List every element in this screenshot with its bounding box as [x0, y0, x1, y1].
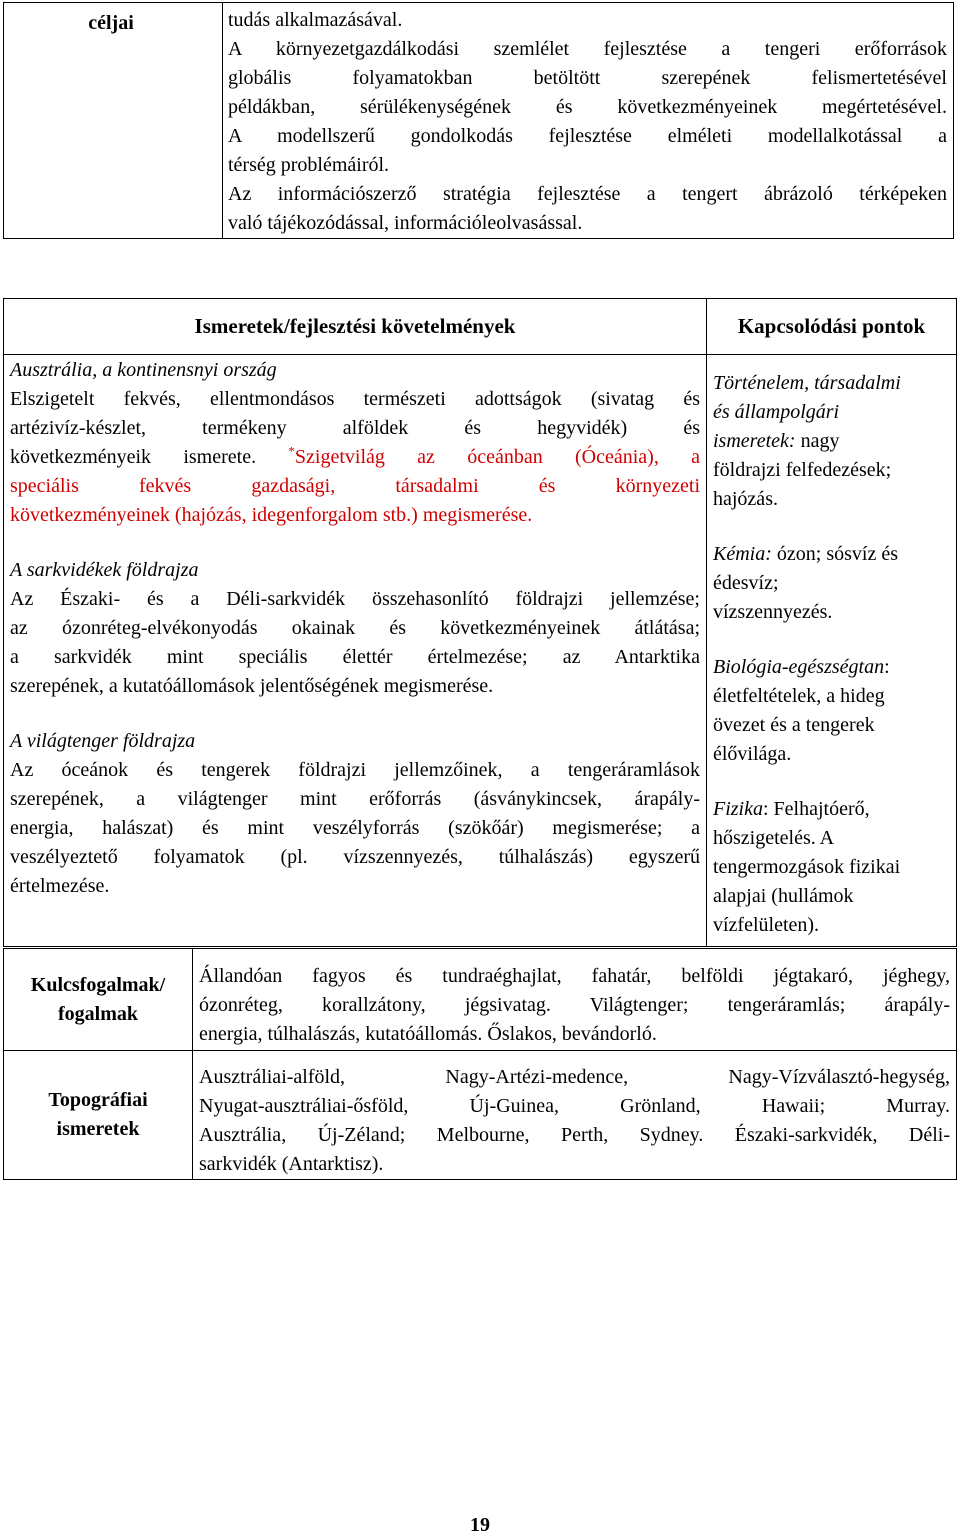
optional-star: *: [288, 443, 295, 459]
link-history-title: Történelem, társadalmi: [713, 372, 901, 394]
section-line: veszélyeztető folyamatok (pl. vízszennyezés, túlhalászás) egyszerű: [10, 846, 700, 868]
concepts-label-cell: [4, 949, 193, 1051]
topography-label: Topográfiai: [48, 1089, 148, 1111]
optional-text: Szigetvilág az óceánban (Óceánia), a: [294, 446, 700, 468]
link-physics-line: hőszigetelés. A: [713, 827, 835, 849]
link-biology-prefix: Biológia-egészségtan: [713, 656, 885, 678]
section-title-polar: A sarkvidékek földrajza: [10, 559, 199, 581]
link-history-line: földrajzi felfedezések;: [713, 459, 892, 481]
link-history-line: [713, 427, 950, 456]
goals-label-cell: [4, 3, 223, 239]
link-physics-prefix: Fizika: [713, 798, 763, 820]
link-history-prefix: ismeretek:: [713, 430, 796, 452]
section-line: az ózonréteg-elvékonyodás okainak és következményeinek átlátása;: [10, 617, 700, 639]
header-links: Kapcsolódási pontok: [737, 314, 926, 338]
topography-line: Ausztráliai-alföld, Nagy-Artézi-medence, Nagy-Vízválasztó-hegység,: [199, 1066, 950, 1088]
goals-line: való tájékozódással, információleolvasással.: [228, 212, 583, 234]
optional-line: következményeinek (hajózás, idegenforgalom stb.) megismerése.: [10, 504, 533, 526]
optional-line: speciális fekvés gazdasági, társadalmi és környezeti: [10, 475, 700, 497]
topography-label: ismeretek: [56, 1118, 140, 1140]
topography-line: Nyugat-ausztráliai-ősföld, Új-Guinea, Grönland, Hawaii; Murray.: [199, 1095, 950, 1117]
concepts-content-cell: [193, 949, 957, 1051]
link-chemistry-line: [713, 540, 950, 569]
link-chemistry-prefix: Kémia:: [713, 543, 772, 565]
terms-table: [3, 948, 957, 1180]
concepts-line: Állandóan fagyos és tundraéghajlat, fahatár, belföldi jégtakaró, jéghegy,: [199, 965, 950, 987]
knowledge-cell: [4, 355, 707, 947]
goals-line: tudás alkalmazásával.: [228, 9, 403, 31]
goals-line: példákban, sérülékenységének és következményeinek megértetésével.: [228, 96, 947, 118]
section-title-ocean: A világtenger földrajza: [10, 730, 196, 752]
topography-line: Ausztrália, Új-Zéland; Melbourne, Perth, Sydney. Északi-sarkvidék, Déli-: [199, 1124, 950, 1146]
main-table: [3, 298, 957, 947]
section-line: Az óceánok és tengerek földrajzi jellemzőinek, a tengeráramlások: [10, 759, 700, 781]
concepts-label: fogalmak: [58, 1002, 138, 1025]
link-physics-line: vízfelületen).: [713, 914, 820, 936]
link-history-title: és állampolgári: [713, 401, 840, 423]
topography-content-cell: [193, 1051, 957, 1180]
header-knowledge: Ismeretek/fejlesztési követelmények: [194, 314, 516, 338]
link-biology-line: övezet és a tengerek: [713, 714, 875, 736]
section-line-text: következményeik ismerete.: [10, 446, 257, 468]
link-biology-line: élővilága.: [713, 743, 792, 765]
section-line: Elszigetelt fekvés, ellentmondásos természeti adottságok (sivatag és: [10, 388, 700, 410]
link-physics-line: [713, 795, 950, 824]
topography-line: sarkvidék (Antarktisz).: [199, 1153, 384, 1175]
goals-table: [3, 2, 954, 239]
links-cell: [707, 355, 957, 947]
topography-label-cell: [4, 1051, 193, 1180]
concepts-line: ózonréteg, korallzátony, jégsivatag. Világtenger; tengeráramlás; árapály-: [199, 994, 950, 1016]
link-physics-text: : Felhajtóerő,: [763, 798, 870, 820]
goals-label: céljai: [88, 12, 134, 34]
goals-content-cell: [223, 3, 954, 239]
goals-line: térség problémáiról.: [228, 154, 390, 176]
header-left-cell: [4, 299, 707, 355]
concepts-line: energia, túlhalászás, kutatóállomás. Őslakos, bevándorló.: [199, 1023, 657, 1045]
section-line: artézivíz-készlet, termékeny alföldek és hegyvidék) és: [10, 417, 700, 439]
link-chemistry-text: ózon; sósvíz és: [771, 543, 898, 565]
goals-line: globális folyamatokban betöltött szerepének felismertetésével: [228, 67, 947, 89]
link-biology-line: [713, 653, 950, 682]
link-chemistry-line: édesvíz;: [713, 572, 779, 594]
section-line: [10, 443, 700, 472]
goals-line: A környezetgazdálkodási szemlélet fejlesztése a tengeri erőforrások: [228, 38, 947, 60]
link-history-text: nagy: [795, 430, 840, 452]
section-line: energia, halászat) és mint veszélyforrás (szökőár) megismerése; a: [10, 817, 700, 839]
section-line: értelmezése.: [10, 875, 110, 897]
link-history-line: hajózás.: [713, 488, 778, 510]
section-line: szerepének, a világtenger mint erőforrás (ásványkincsek, árapály-: [10, 788, 700, 810]
goals-line: Az információszerző stratégia fejlesztése a tengert ábrázoló térképeken: [228, 183, 947, 205]
section-line: a sarkvidék mint speciális élettér értelmezése; az Antarktika: [10, 646, 700, 668]
header-right-cell: [707, 299, 957, 355]
goals-line: A modellszerű gondolkodás fejlesztése elméleti modellalkotással a: [228, 125, 947, 147]
page-number: 19: [470, 1514, 490, 1536]
concepts-label: Kulcsfogalmak/: [30, 973, 166, 996]
section-line: Az Északi- és a Déli-sarkvidék összehasonlító földrajzi jellemzése;: [10, 588, 700, 610]
link-chemistry-line: vízszennyezés.: [713, 601, 833, 623]
link-physics-line: alapjai (hullámok: [713, 885, 854, 907]
link-physics-line: tengermozgások fizikai: [713, 856, 901, 878]
link-biology-line: életfeltételek, a hideg: [713, 685, 885, 707]
section-title-australia: Ausztrália, a kontinensnyi ország: [10, 359, 277, 381]
section-line: szerepének, a kutatóállomások jelentőségének megismerése.: [10, 675, 494, 697]
link-biology-colon: :: [884, 656, 890, 678]
